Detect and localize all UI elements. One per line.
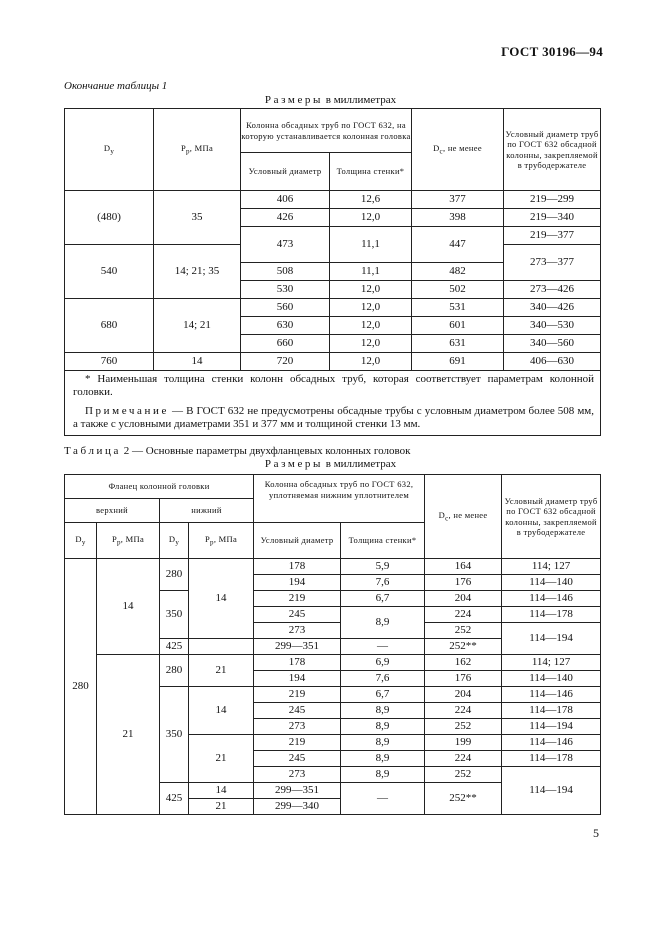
table-cell: 8,9 — [341, 719, 425, 735]
table-cell: 219—377 — [504, 227, 601, 245]
t2-header-wall: Толщина стенки* — [341, 523, 425, 559]
table-cell: 273—426 — [504, 281, 601, 299]
t1-header-casing: Колонна обсадных труб по ГОСТ 632, на которую устанавливается колонная головка — [241, 109, 412, 153]
table-cell: 14 — [189, 783, 254, 799]
table-cell: — — [341, 783, 425, 815]
table-cell: 219—299 — [504, 191, 601, 209]
t2-header-flange: Фланец колонной головки — [65, 475, 254, 499]
t2-header-casing: Колонна обсадных труб по ГОСТ 632, уплотняемая нижним уплотнителем — [254, 475, 425, 523]
table-cell: 482 — [412, 263, 504, 281]
table-cell: 425 — [160, 783, 189, 815]
table-cell: 273—377 — [504, 245, 601, 281]
table-cell: 204 — [425, 591, 502, 607]
table-cell: 760 — [65, 353, 154, 371]
table-cell: 631 — [412, 335, 504, 353]
table-cell: 199 — [425, 735, 502, 751]
table-cell: 219 — [254, 591, 341, 607]
table-cell: 224 — [425, 607, 502, 623]
t2-header-upper: верхний — [65, 499, 160, 523]
table-cell: 502 — [412, 281, 504, 299]
table-cell: 530 — [241, 281, 330, 299]
table-cell: 114—146 — [502, 687, 601, 703]
table-cell: 601 — [412, 317, 504, 335]
table-cell: 14 — [154, 353, 241, 371]
table-cell: 21 — [189, 655, 254, 687]
table-cell: 8,9 — [341, 767, 425, 783]
table-cell: 350 — [160, 687, 189, 783]
table-cell: 14 — [189, 559, 254, 639]
t1-header-pressure: $P_р$, МПа — [154, 109, 241, 191]
table-cell: 162 — [425, 655, 502, 671]
table-cell: 7,6 — [341, 671, 425, 687]
table-cell: 540 — [65, 245, 154, 299]
table-cell: 245 — [254, 751, 341, 767]
table-cell: 720 — [241, 353, 330, 371]
table-2 — [64, 474, 601, 815]
table-cell: 6,7 — [341, 591, 425, 607]
table-cell: 219—340 — [504, 209, 601, 227]
table-cell: 114—178 — [502, 703, 601, 719]
table-cell: 164 — [425, 559, 502, 575]
table-cell: 252** — [425, 783, 502, 815]
t1-header-holder: Условный диаметр труб по ГОСТ 632 обсадной колонны, закрепляемой в трубодержателе — [504, 109, 601, 191]
table-cell: 114—146 — [502, 591, 601, 607]
table-cell: 299—351 — [254, 639, 341, 655]
table-cell: 340—560 — [504, 335, 601, 353]
t1-header-wall: Толщина стенки* — [330, 153, 412, 191]
table-cell: 406 — [241, 191, 330, 209]
table-cell: (480) — [65, 191, 154, 245]
table-cell: 14 — [97, 559, 160, 655]
table-cell: 12,6 — [330, 191, 412, 209]
table-cell: 114—194 — [502, 719, 601, 735]
table-cell: 560 — [241, 299, 330, 317]
table-cell: 114; 127 — [502, 559, 601, 575]
table-cell: 5,9 — [341, 559, 425, 575]
table-cell: 406—630 — [504, 353, 601, 371]
table-cell: 8,9 — [341, 735, 425, 751]
t2-header-holder: Условный диаметр труб по ГОСТ 632 обсадной колонны, закрепляемой в трубодержателе — [502, 475, 601, 559]
table-cell: 14; 21; 35 — [154, 245, 241, 299]
table-1-footnote: * Наименьшая толщина стенки колонн обсадных труб, которая соответствует параметрам колонной головки. — [73, 373, 595, 398]
table-cell: 21 — [189, 735, 254, 783]
table-cell: 7,6 — [341, 575, 425, 591]
table-cell: 35 — [154, 191, 241, 245]
t1-header-dc: $D_c$, не менее — [412, 109, 504, 191]
table-cell — [189, 639, 254, 655]
table-cell: 194 — [254, 671, 341, 687]
sizes-label-2: Размеры в миллиметрах — [264, 458, 397, 470]
table-cell: 273 — [254, 767, 341, 783]
table-cell: 114—146 — [502, 735, 601, 751]
table-cell: 447 — [412, 227, 504, 263]
table-2-caption: Таблица 2 — Основные параметры двухфланцевых колонных головок — [64, 445, 411, 457]
table-cell: 14 — [189, 687, 254, 735]
table-cell: 14; 21 — [154, 299, 241, 353]
table-1-note: Примечание — В ГОСТ 632 не предусмотрены обсадные трубы с условным диаметром более 508 мм, а также с условными диаметрами 351 и 377 мм и толщиной стенки 13 мм. — [73, 405, 595, 430]
table-cell: 12,0 — [330, 335, 412, 353]
table-cell: 280 — [160, 559, 189, 591]
table-cell: 299—340 — [254, 799, 341, 815]
table-cell: 21 — [189, 799, 254, 815]
table-cell: 340—426 — [504, 299, 601, 317]
table-cell: 12,0 — [330, 209, 412, 227]
table-cell: 114—194 — [502, 767, 601, 815]
table-cell: 224 — [425, 751, 502, 767]
table-cell: 176 — [425, 671, 502, 687]
t1-header-dy: $D_у$ — [65, 109, 154, 191]
table-cell: 273 — [254, 719, 341, 735]
sizes-label-spaced: Размеры — [264, 94, 324, 106]
table-cell: 426 — [241, 209, 330, 227]
table-cell: 473 — [241, 227, 330, 263]
table-cell: 11,1 — [330, 263, 412, 281]
table-1 — [64, 108, 601, 436]
table-cell: 12,0 — [330, 317, 412, 335]
table-cell: 245 — [254, 607, 341, 623]
table-cell: 114—194 — [502, 623, 601, 655]
table-1-notes — [65, 371, 601, 436]
table-cell: 273 — [254, 623, 341, 639]
table-cell: 350 — [160, 591, 189, 639]
table-cell: 660 — [241, 335, 330, 353]
t2-header-dc: $D_c$, не менее — [425, 475, 502, 559]
table-cell: 252 — [425, 719, 502, 735]
table-cell: 340—530 — [504, 317, 601, 335]
table-cell: 398 — [412, 209, 504, 227]
table-cell: 377 — [412, 191, 504, 209]
table-cell: 21 — [97, 655, 160, 815]
table-cell: 691 — [412, 353, 504, 371]
table-cell: 12,0 — [330, 353, 412, 371]
sizes-label-rest: в миллиметрах — [323, 94, 397, 106]
table-cell: 531 — [412, 299, 504, 317]
table-cell: 176 — [425, 575, 502, 591]
table-cell: 252 — [425, 767, 502, 783]
table-cell: 12,0 — [330, 281, 412, 299]
document-header: ГОСТ 30196—94 — [501, 44, 603, 59]
t2-header-pr-lower: $P_р$, МПа — [189, 523, 254, 559]
sizes-label — [0, 94, 661, 106]
t2-header-dy-lower: $D_у$ — [160, 523, 189, 559]
table-cell: 194 — [254, 575, 341, 591]
table-continuation-label: Окончание таблицы 1 — [64, 80, 168, 92]
table-cell: 8,9 — [341, 703, 425, 719]
t2-header-lower: нижний — [160, 499, 254, 523]
table-cell: 299—351 — [254, 783, 341, 799]
table-cell: 114—178 — [502, 751, 601, 767]
table-cell: 508 — [241, 263, 330, 281]
table-cell: 114—140 — [502, 671, 601, 687]
table-cell: — — [341, 639, 425, 655]
table-cell: 114—178 — [502, 607, 601, 623]
table-cell: 630 — [241, 317, 330, 335]
table-cell: 178 — [254, 559, 341, 575]
t1-header-cond-diam: Условный диаметр — [241, 153, 330, 191]
table-cell: 178 — [254, 655, 341, 671]
t2-header-dy-upper: $D_у$ — [65, 523, 97, 559]
table-cell: 219 — [254, 735, 341, 751]
table-cell: 252** — [425, 639, 502, 655]
table-cell: 219 — [254, 687, 341, 703]
t2-header-cond-diam: Условный диаметр — [254, 523, 341, 559]
table-cell: 114—140 — [502, 575, 601, 591]
table-cell: 425 — [160, 639, 189, 655]
table-cell: 245 — [254, 703, 341, 719]
table-cell: 114; 127 — [502, 655, 601, 671]
table-cell: 280 — [160, 655, 189, 687]
table-cell: 11,1 — [330, 227, 412, 263]
t2-header-pr-upper: $P_р$, МПа — [97, 523, 160, 559]
table-cell: 12,0 — [330, 299, 412, 317]
table-cell: 224 — [425, 703, 502, 719]
table-cell: 8,9 — [341, 751, 425, 767]
page-number: 5 — [593, 826, 599, 840]
table-cell: 680 — [65, 299, 154, 353]
table-cell: 280 — [65, 559, 97, 815]
table-cell: 6,7 — [341, 687, 425, 703]
table-cell: 6,9 — [341, 655, 425, 671]
table-cell: 8,9 — [341, 607, 425, 639]
table-cell: 204 — [425, 687, 502, 703]
table-cell: 252 — [425, 623, 502, 639]
